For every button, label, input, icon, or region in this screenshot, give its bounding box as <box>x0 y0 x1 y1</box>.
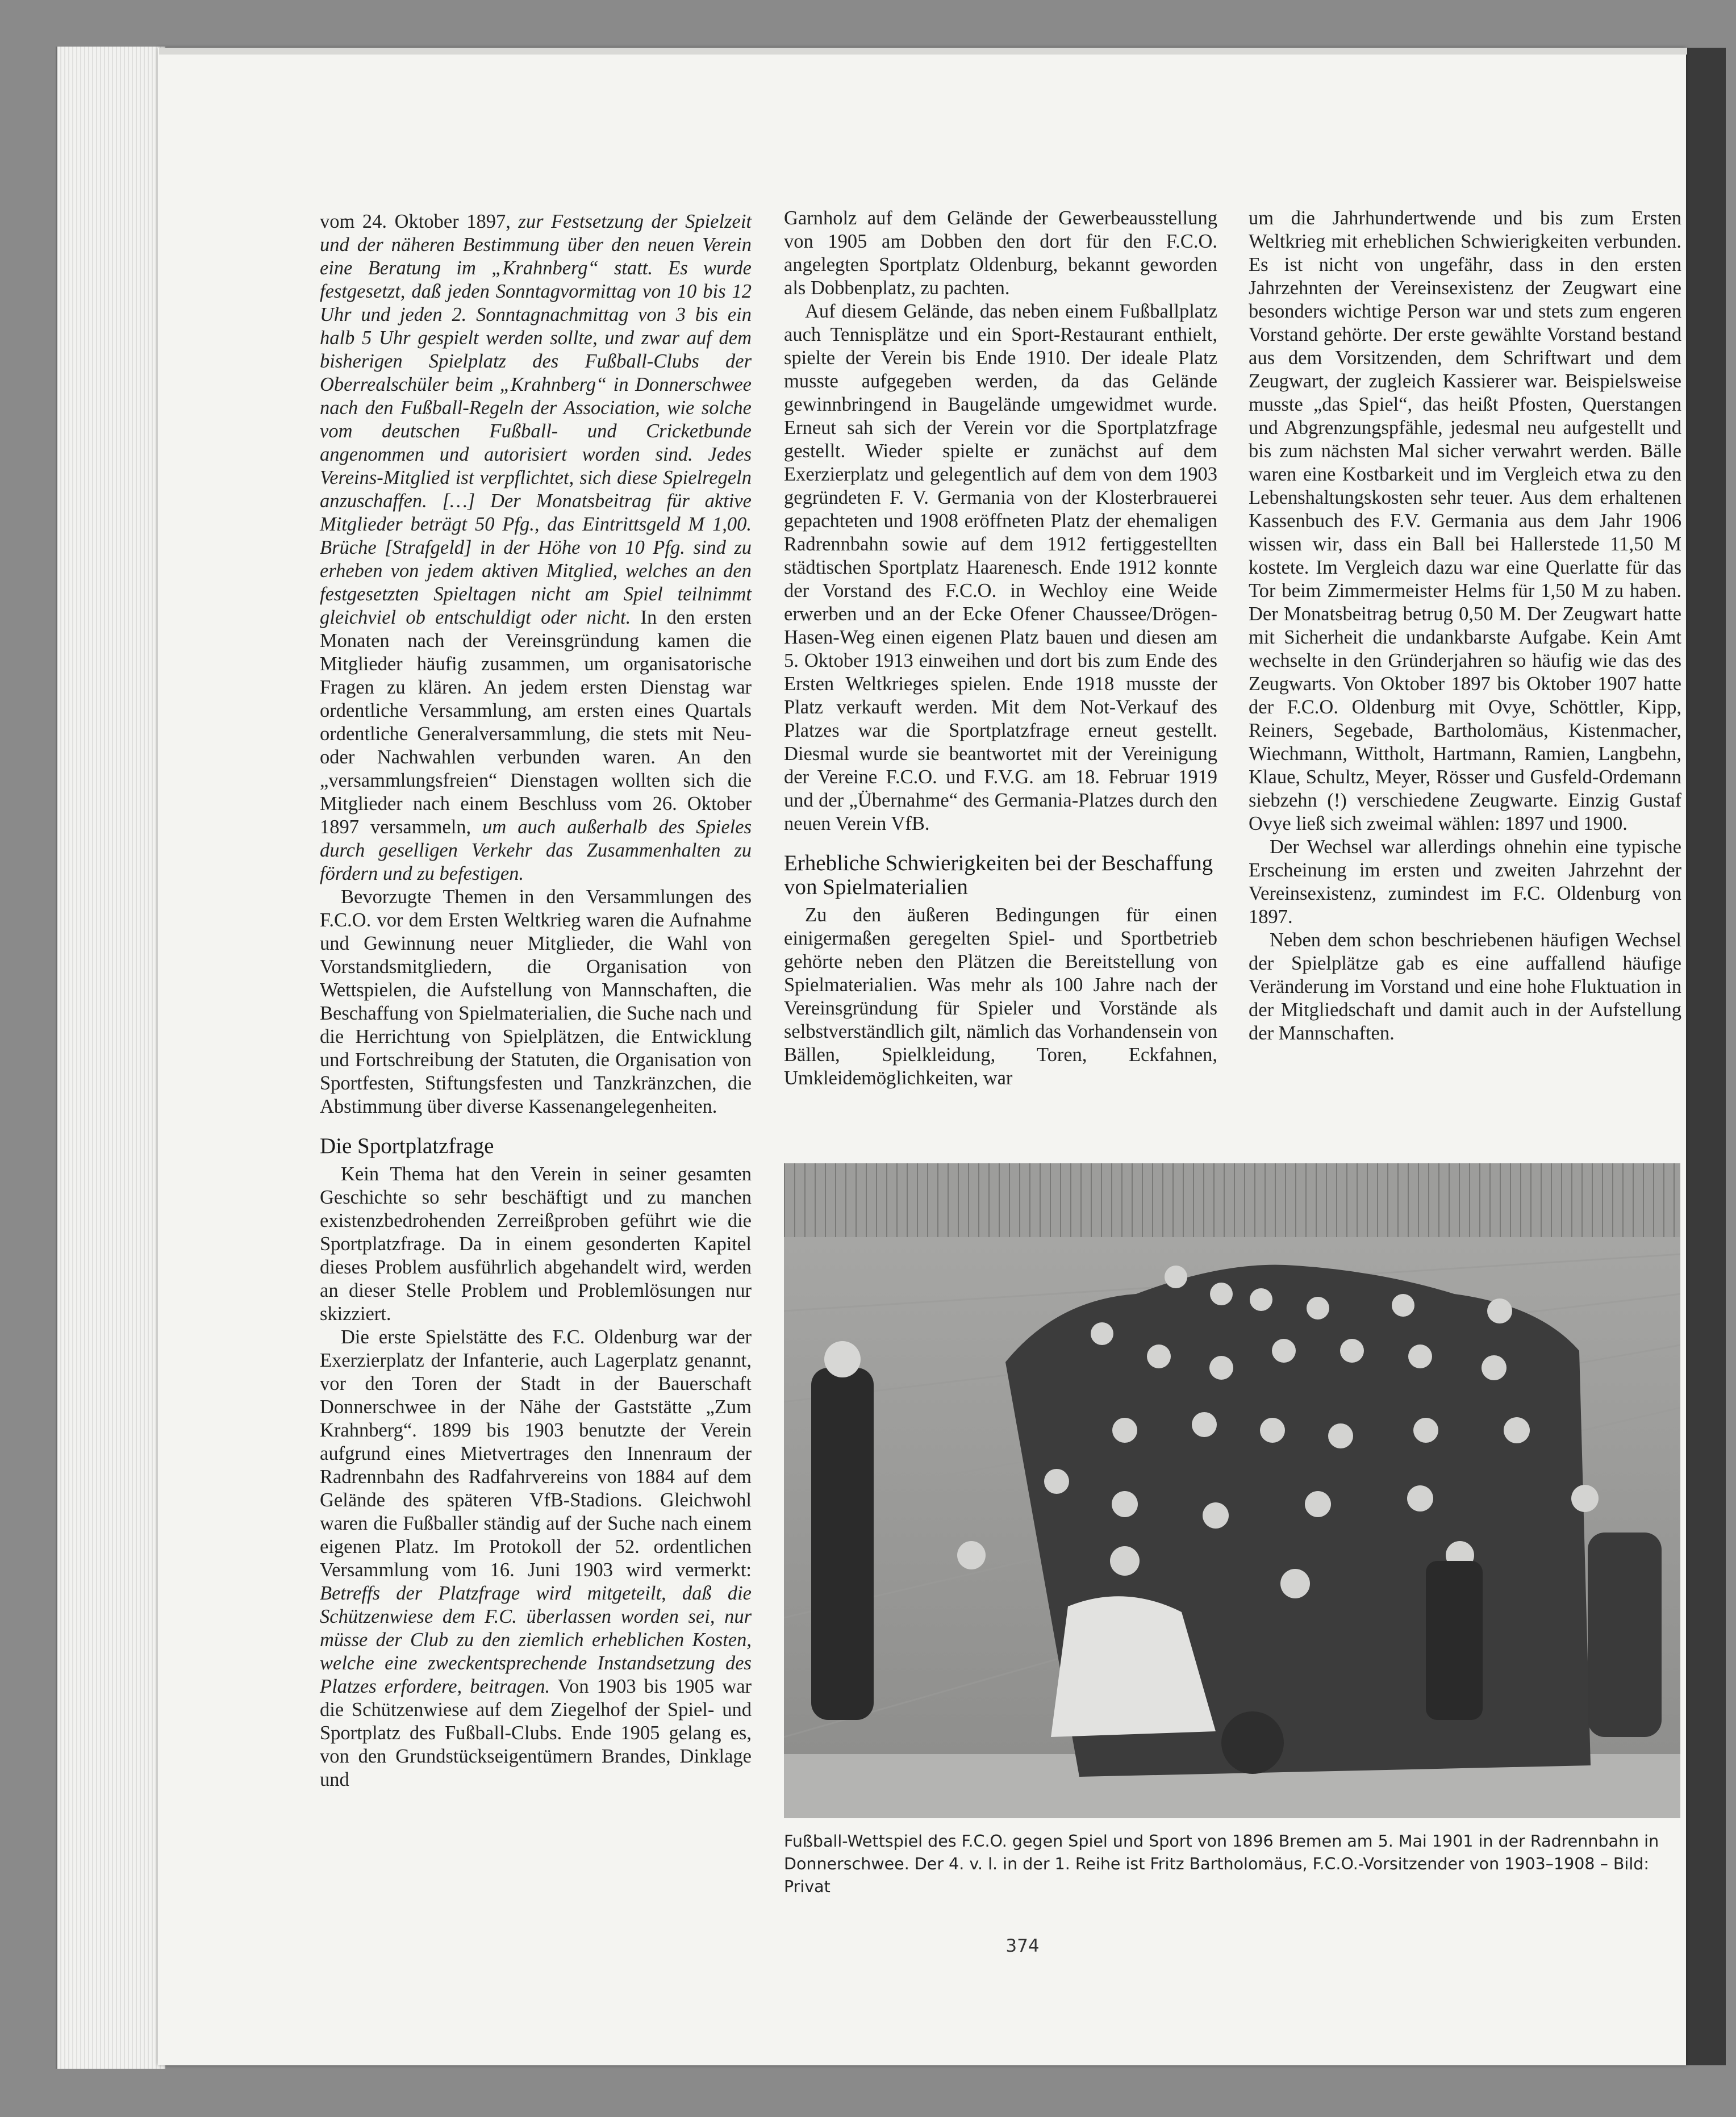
text-column-3 <box>1249 207 1681 1045</box>
quotation: Betreffs der Platzfrage wird mitgeteilt, daß die Schützenwiese dem F.C. überlassen worden sei, nur müsse der Club zu den ziemlich erheblichen Kosten, welche eine zweckentsprechende Instandsetzung des Platzes erfordere, beitragen. <box>320 1582 752 1697</box>
team-photograph <box>784 1163 1680 1818</box>
book-page-edges <box>56 47 165 2069</box>
paragraph: Kein Thema hat den Verein in seiner gesamten Geschichte so sehr beschäftigt und zu manchen existenzbedrohenden Zerreißproben geführt wie die Sportplatzfrage. Da in einem gesonderten Kapitel dieses Problem ausführlich abgehandelt wird, werden an dieser Stelle Problem und Problemlösungen nur skizziert. <box>320 1163 752 1325</box>
photo-illustration <box>784 1163 1680 1818</box>
wooden-fence <box>784 1163 1680 1249</box>
paragraph: Bevorzugte Themen in den Versammlungen des F.C.O. vor dem Ersten Weltkrieg waren die Aufnahme und Gewinnung neuer Mitglieder, die Wahl von Vorstandsmitgliedern, die Organisation von Wettspielen, die Aufstellung von Mannschaften, die Beschaffung von Spielmaterialien, die Suche nach und die Herrichtung von Spielplätzen, die Entwicklung und Fortschreibung der Statuten, die Organisation von Sportfesten, Stiftungsfesten und Tanzkränzchen, die Abstimmung über diverse Kassenangelegenheiten. <box>320 886 752 1117</box>
paragraph: Der Wechsel war allerdings ohnehin eine typische Erscheinung im ersten und zweiten Jahrzehnt der Vereinsexistenz, zumindest im F.C. Oldenburg von 1897. <box>1249 836 1681 928</box>
paragraph: Zu den äußeren Bedingungen für einen einigermaßen geregelten Spiel- und Sportbetrieb gehörte neben den Plätzen die Bereitstellung von Spielmaterialien. Was mehr als 100 Jahre nach der Vereinsgründung für Spieler und Vorstände als selbstverständlich gilt, nämlich das Vorhandensein von Bällen, Spielkleidung, Toren, Eckfahnen, Umkleidemöglichkeiten, war <box>784 904 1217 1089</box>
paragraph <box>320 210 752 886</box>
book-spine-shadow <box>1686 48 1726 2065</box>
paragraph: Auf diesem Gelände, das neben einem Fußballplatz auch Tennisplätze und ein Sport-Restaurant enthielt, spielte der Verein bis Ende 1910. Der ideale Platz musste aufgegeben werden, da das Gelände gewinnbringend in Baugelände umgewidmet wurde. Erneut sah sich der Verein vor die Sportplatzfrage gestellt. Wieder spielte er zunächst auf dem Exerzierplatz und gelegentlich auf dem von dem 1903 gegründeten F. V. Germania von der Klosterbrauerei gepachteten und 1908 eröffneten Platz der ehemaligen Radrennbahn sowie auf dem 1912 fertiggestellten städtischen Sportplatz Haarenesch. Ende 1912 konnte der Vorstand des F.C.O. in Wechloy eine Weide erwerben und an der Ecke Ofener Chaussee/Drögen-Hasen-Weg einen eigenen Platz bauen und diesen am 5. Oktober 1913 einweihen und dort bis zum Ende des Ersten Weltkrieges spielen. Ende 1918 musste der Platz verkauft werden. Mit dem Not-Verkauf des Platzes war die Sportplatzfrage erneut gestellt. Diesmal wurde sie beantwortet mit der Vereinigung der Vereine F.C.O. und F.V.G. am 18. Februar 1919 und der „Übernahme“ des Germania-Platzes durch den neuen Verein VfB. <box>784 300 1217 834</box>
section-heading: Die Sportplatzfrage <box>320 1134 494 1158</box>
page-number: 374 <box>1005 1936 1040 1956</box>
text-column-2 <box>784 207 1217 1090</box>
text-run: Die erste Spielstätte des F.C. Oldenburg war der Exerzierplatz der Infanterie, auch Lagerplatz genannt, vor den Toren der Stadt in der Bauerschaft Donnerschwee in der Nähe der Gaststätte „Zum Krahnberg“. 1899 bis 1903 benutzte der Verein aufgrund eines Mietvertrages den Innenraum der Radrennbahn des Radfahrvereins von 1884 auf dem Gelände des späteren VfB-Stadions. Gleichwohl waren die Fußballer ständig auf der Suche nach einem eigenen Platz. Im Protokoll der 52. ordentlichen Versammlung vom 16. Juni 1903 wird vermerkt: <box>320 1326 752 1581</box>
section-heading: Erhebliche Schwierigkeiten bei der Beschaffung von Spielmaterialien <box>784 851 1213 899</box>
paragraph: Neben dem schon beschriebenen häufigen Wechsel der Spielplätze gab es eine auffallend häufige Veränderung im Vorstand und eine hohe Fluktuation in der Mitgliedschaft und damit auch in der Aufstellung der Mannschaften. <box>1249 929 1681 1044</box>
standing-man <box>811 1368 874 1720</box>
paragraph <box>320 1326 752 1792</box>
text-column-1 <box>320 210 752 1792</box>
page-top-edge <box>159 48 1687 55</box>
text-run: Von 1903 bis 1905 war die Schützenwiese auf dem Ziegelhof der Spiel- und Sportplatz des Fußball-Clubs. Ende 1905 gelang es, von den Grundstückseigentümern Brandes, Dinklage und <box>320 1676 752 1790</box>
paragraph: um die Jahrhundertwende und bis zum Ersten Weltkrieg mit erheblichen Schwierigkeiten verbunden. Es ist nicht von ungefähr, dass in den ersten Jahrzehnten der Vereinsexistenz der Zeugwart eine besonders wichtige Person war und stets zum engeren Vorstand gehörte. Der erste gewählte Vorstand bestand aus dem Vorsitzenden, dem Schriftwart und dem Zeugwart, der zugleich Kassierer war. Beispielsweise musste „das Spiel“, das heißt Pfosten, Querstangen und Abgrenzungspfähle, jedesmal neu aufgestellt und bis zum nächsten Mal sicher verwahrt werden. Bälle waren eine Kostbarkeit und im Vergleich etwa zu den Lebenshaltungskosten sehr teuer. Aus dem erhaltenen Kassenbuch des F.V. Germania aus dem Jahr 1906 wissen wir, dass ein Ball bei Hallerstede 11,50 M kostete. Im Vergleich dazu war eine Querlatte für das Tor beim Zimmermeister Helms für 1,50 M zu haben. Der Monatsbeitrag betrug 0,50 M. Der Zeugwart hatte mit Sicherheit die undankbarste Aufgabe. Kein Amt wechselte in den Gründerjahren so häufig wie das des Zeugwarts. Von Oktober 1897 bis Oktober 1907 hatte der F.C.O. Oldenburg mit Ovye, Schöttler, Kipp, Reiners, Segebade, Bartholomäus, Kistenmacher, Wiechmann, Wittholt, Hartmann, Ramien, Langbehn, Klaue, Schultz, Meyer, Rösser und Gusfeld-Ordemann siebzehn (!) verschiedene Zeugwarte. Einzig Gustaf Ovye ließ sich zweimal wählen: 1897 und 1900. <box>1249 207 1681 834</box>
paragraph: Garnholz auf dem Gelände der Gewerbeausstellung von 1905 am Dobben den dort für den F.C.O. angelegten Sportplatz Oldenburg, bekannt geworden als Dobbenplatz, zu pachten. <box>784 207 1217 299</box>
text-run: vom 24. Oktober 1897, <box>320 211 519 232</box>
quotation: zur Festsetzung der Spielzeit und der näheren Bestimmung über den neuen Verein eine Beratung im „Krahnberg“ statt. Es wurde festgesetzt, daß jeden Sonntagvormittag von 10 bis 12 Uhr und jeden 2. Sonntagnachmittag von 3 bis ein halb 5 Uhr gespielt werden sollte, und zwar auf dem bisherigen Spielplatz des Fußball-Clubs der Oberrealschüler beim „Krahnberg“ in Donnerschwee nach den Fußball-Regeln der Association, wie solche vom deutschen Fußball- und Cricketbunde angenommen und autorisiert worden sind. Jedes Vereins-Mitglied ist verpflichtet, sich diese Spielregeln anzuschaffen. […] Der Monatsbeitrag für aktive Mitglieder beträgt 50 Pfg., das Eintrittsgeld M 1,00. Brüche [Strafgeld] in der Höhe von 10 Pfg. sind zu erheben von jedem aktiven Mitglied, welches an den festgesetzten Spieltagen nicht am Spiel teilnimmt gleichviel ob entschuldigt oder nicht. <box>320 211 752 628</box>
football <box>1221 1711 1284 1774</box>
quotation: um auch außerhalb des Spieles durch geselligen Verkehr das Zusammenhalten zu fördern und zu befestigen. <box>320 816 752 884</box>
text-run: In den ersten Monaten nach der Vereinsgründung kamen die Mitglieder häufig zusammen, um organisatorische Fragen zu klären. An jedem ersten Dienstag war ordentliche Versammlung, am ersten eines Quartals ordentliche Generalversammlung, die stets mit Neu- oder Nachwahlen verbunden waren. An den „versammlungsfreien“ Dienstagen wollten sich die Mitglieder nach einem Beschluss vom 26. Oktober 1897 versammeln, <box>320 607 752 838</box>
photo-caption: Fußball-Wettspiel des F.C.O. gegen Spiel und Sport von 1896 Bremen am 5. Mai 1901 in der Radrennbahn in Donnerschwee. Der 4. v. l. in der 1. Reihe ist Fritz Bartholomäus, F.C.O.-Vorsitzender von 1903–1908 – Bild: Privat <box>784 1832 1659 1896</box>
